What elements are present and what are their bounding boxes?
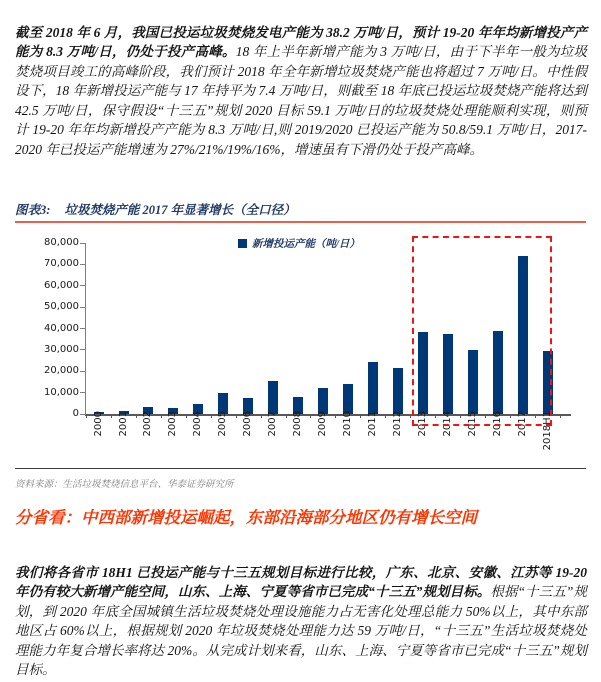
figure-title: 垃圾焚烧产能 2017 年显著增长（全口径）: [64, 203, 296, 217]
x-axis-tick: [111, 414, 112, 418]
x-axis-tick-label: 2010: [342, 411, 353, 437]
y-axis-tick-label: 20,000: [44, 365, 79, 377]
chart-bar: [343, 384, 353, 414]
x-axis-tick: [385, 414, 386, 418]
x-axis-tick-label: 2008: [292, 411, 304, 437]
x-axis-tick: [136, 414, 137, 418]
x-axis-tick-label: 2002: [142, 411, 154, 437]
legend-label: 新增投运产能（吨/日）: [252, 239, 360, 250]
chart-bar: [368, 362, 378, 414]
y-axis-tick-label: 60,000: [44, 279, 79, 291]
y-axis-tick: [80, 349, 86, 350]
y-axis-tick: [80, 371, 86, 372]
x-axis-tick-label: 2007: [267, 411, 279, 437]
y-axis-tick-label: 0: [72, 408, 79, 419]
x-axis-tick-label: 2000: [92, 411, 104, 437]
highlight-box: [412, 236, 552, 426]
x-axis-tick: [186, 414, 187, 418]
chart-bar: [393, 368, 403, 414]
x-axis-tick: [560, 414, 561, 418]
plot-area: [44, 237, 571, 451]
y-axis-tick: [80, 264, 86, 265]
x-axis-tick: [335, 414, 336, 418]
y-axis-tick: [80, 307, 86, 308]
x-axis-tick-label: 2018H1: [541, 411, 553, 451]
x-axis-tick-label: 2011: [366, 411, 378, 437]
y-axis-tick-label: 70,000: [44, 258, 79, 270]
figure-bottom-rule: [15, 468, 586, 469]
x-axis-tick-label: 2001: [117, 411, 129, 437]
x-axis-tick-label: 2003: [167, 411, 179, 437]
bar-chart: [0, 235, 601, 459]
x-axis-tick: [236, 414, 237, 418]
x-axis-tick-label: 2005: [217, 411, 229, 437]
x-axis-tick-label: 2012: [391, 411, 403, 437]
y-axis-tick-label: 50,000: [44, 301, 79, 313]
x-axis-tick-label: 2014: [441, 411, 453, 437]
paragraph-1-bold: 截至 2018 年 6 月，我国已投运垃圾焚烧发电产能为 38.2 万吨/日，预计 19-20 年年均新增投产产能为 8.3 万吨/日，仍处于投产高峰。: [15, 24, 587, 60]
y-axis-tick: [80, 328, 86, 329]
paragraph-1-regular: 18 年上半年新增产能为 3 万吨/日，由于下半年一般为垃圾焚烧项目竣工的高峰阶段，我们预计 2018 年全年新增垃圾焚烧产能也将超过 7 万吨/日。中性假设下，18 年新增投运产能与 17 年持平为 7.4 万吨/日，则截至 18 年底已投运垃圾焚烧产能将达到 42.5 万吨/日，保守假设“十三五”规划 2020 目标 59.1 万吨/日的垃圾焚烧处理能顺利实现，则预计 19-20 年年均新增投产产能为 8.3 万吨/日,则 2019/2020 已投运产能为 50.8/59.1 万吨/日，2017-2020 年已投运产能增速为 27%/21%/19%/16%，增速虽有下滑仍处于投产高峰。: [15, 44, 587, 158]
chart-bar: [268, 381, 278, 414]
paragraph-2-regular: 根据“十三五”规划，到 2020 年底全国城镇生活垃圾焚烧处理设施能力占无害化处理总能力 50%以上，其中东部地区占 60%以上，根据规划 2020 年垃圾焚烧处理能力达 59 万吨/日，“十三五”生活垃圾焚烧处理能力年复合增长率将达 20%。从完成计划来看，山东、上海、宁夏等省市已完成“十三五”规划目标。: [15, 584, 587, 678]
x-axis-tick-label: 2015: [466, 411, 478, 437]
figure-label: 图表3:: [15, 203, 51, 217]
source-text: 资料来源：生活垃圾焚烧信息平台、华泰证券研究所: [15, 480, 234, 490]
x-axis-tick: [161, 414, 162, 418]
y-axis-tick-label: 40,000: [44, 322, 79, 334]
y-axis-tick: [80, 392, 86, 393]
paragraph-2: [15, 563, 587, 681]
x-axis-tick: [261, 414, 262, 418]
x-axis-tick: [286, 414, 287, 418]
figure-header: [15, 200, 586, 223]
x-axis-tick-label: 2017: [516, 411, 528, 437]
paragraph-1: [15, 23, 587, 160]
x-axis-tick: [310, 414, 311, 418]
x-axis-tick-label: 2009: [317, 411, 329, 437]
y-axis-tick: [80, 285, 86, 286]
section-heading: 分省看：中西部新增投运崛起，东部沿海部分地区仍有增长空间: [15, 508, 477, 527]
x-axis-tick-label: 2004: [192, 411, 204, 437]
y-axis-tick-label: 30,000: [44, 343, 79, 355]
y-axis-tick-label: 80,000: [44, 237, 79, 248]
x-axis-tick: [86, 414, 87, 418]
x-axis-tick-label: 2016: [491, 411, 503, 437]
paragraph-2-bold: 我们将各省市 18H1 已投运产能与十三五规划目标进行比较，广东、北京、安徽、江苏等 19-20 年仍有较大新增产能空间，山东、上海、宁夏等省市已完成“十三五”规划目标。: [15, 564, 587, 600]
x-axis-tick: [211, 414, 212, 418]
x-axis-tick-label: 2013: [416, 411, 428, 437]
x-axis-tick-label: 2006: [242, 411, 254, 437]
y-axis-tick-label: 10,000: [44, 386, 79, 398]
x-axis-tick: [360, 414, 361, 418]
y-axis-tick: [80, 243, 86, 244]
